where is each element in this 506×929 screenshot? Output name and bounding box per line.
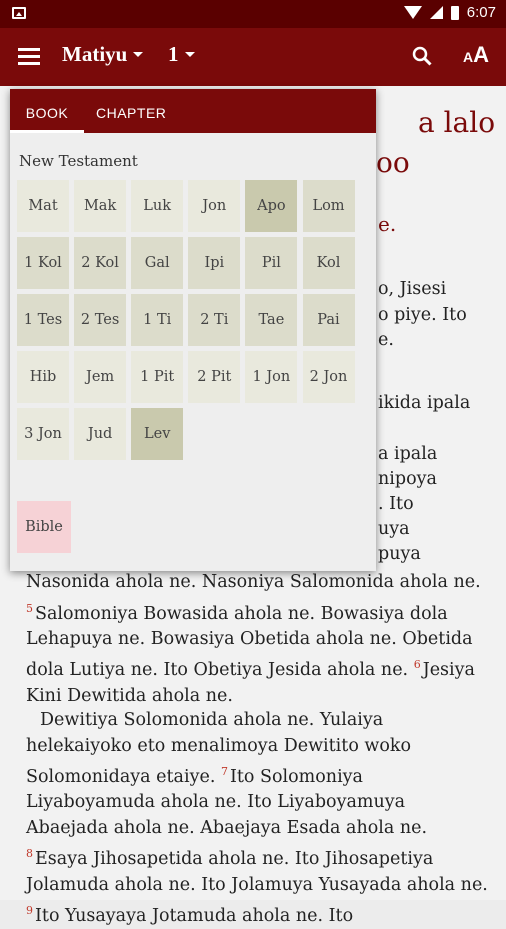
verse-text-fragment: uya	[378, 519, 410, 539]
chapter-title-line1: a lalo	[418, 106, 496, 139]
book-cell[interactable]: 1 Pit	[131, 351, 183, 403]
verse-text-fragment: e.	[378, 330, 394, 350]
book-cell[interactable]: 2 Pit	[188, 351, 240, 403]
search-icon[interactable]	[412, 46, 432, 66]
verse-text-fragment: o, Jisesi	[378, 279, 447, 299]
book-cell[interactable]: Tae	[245, 294, 297, 346]
book-name: Matiyu	[62, 42, 128, 66]
book-cell[interactable]: Jem	[74, 351, 126, 403]
book-cell[interactable]: Ipi	[188, 237, 240, 289]
image-notification-icon	[12, 7, 26, 19]
book-cell[interactable]: Gal	[131, 237, 183, 289]
chapter-title-line2: oo	[376, 146, 410, 179]
app-bar	[0, 28, 506, 86]
book-cell[interactable]: 2 Jon	[303, 351, 355, 403]
book-cell[interactable]: 1 Ti	[131, 294, 183, 346]
book-cell[interactable]: Mak	[74, 180, 126, 232]
verse-number: 6	[413, 658, 421, 672]
verse-number: 8	[26, 847, 33, 861]
book-cell[interactable]: 2 Ti	[188, 294, 240, 346]
verse-text-fragment: o piye. Ito	[378, 305, 467, 325]
verse-paragraph: Dewitiya Solomonida ahola ne. Yulaiya helekaiyoko eto menalimoya Dewitito woko Solomonidaya etaiye. $^7$ Ito Solomoniya Liyaboyamuda ahola ne. Ito Liyaboyamuya Abaejada ahola ne. Abaejaya Esada ahola ne. $^8$ Esaya Jihosapetida ahola ne. Ito Jihosapetiya Jolamuda ahola ne. Ito Jolamuya Yusayada ahola ne. $^9$ Ito Yusayaya Jotamuda ahola ne. Ito	[26, 710, 488, 926]
hamburger-menu-icon[interactable]	[18, 48, 40, 66]
verse-text-fragment: ikida ipala	[378, 393, 471, 413]
text-size-icon[interactable]: AA	[463, 42, 490, 67]
book-cell[interactable]: Jon	[188, 180, 240, 232]
verse-number: 7	[220, 765, 228, 778]
chapter-number: 1	[168, 42, 179, 66]
book-cell[interactable]: Apo	[245, 180, 297, 232]
book-chapter-picker	[10, 89, 376, 571]
clock: 6:07	[466, 4, 496, 21]
book-cell[interactable]: Jud	[74, 408, 126, 460]
book-cell[interactable]: Hib	[17, 351, 69, 403]
signal-icon	[430, 6, 443, 19]
status-bar	[0, 0, 506, 28]
book-cell[interactable]: 1 Kol	[17, 237, 69, 289]
verse-text-fragment: . Ito	[378, 494, 414, 514]
book-cell[interactable]: 1 Tes	[17, 294, 69, 346]
book-cell[interactable]: Pai	[303, 294, 355, 346]
book-cell[interactable]: Lev	[131, 408, 183, 460]
testament-heading: New Testament	[19, 152, 138, 170]
tab-book[interactable]: BOOK	[10, 89, 84, 133]
book-cell[interactable]: 3 Jon	[17, 408, 69, 460]
wifi-icon	[404, 6, 422, 19]
battery-icon	[451, 6, 459, 20]
tab-chapter[interactable]: CHAPTER	[96, 105, 167, 121]
verse-number: 9	[26, 904, 33, 918]
book-cell[interactable]: 2 Kol	[74, 237, 126, 289]
book-cell[interactable]: Pil	[245, 237, 297, 289]
book-selector[interactable]	[62, 42, 143, 67]
book-cell[interactable]: Mat	[17, 180, 69, 232]
book-cell[interactable]: Lom	[303, 180, 355, 232]
book-cell[interactable]: 1 Jon	[245, 351, 297, 403]
book-cell[interactable]: Kol	[303, 237, 355, 289]
chevron-down-icon	[185, 52, 195, 57]
verse-text-fragment: nipoya	[378, 469, 437, 489]
verse-paragraph: Nasonida ahola ne. Nasoniya Salomonida ahola ne. $^5$ Salomoniya Bowasida ahola ne. Bowasiya dola Lehapuya ne. Bowasiya Obetida ahola ne. Obetida dola Lutiya ne. Ito Obetiya Jesida ahola ne. $^6$ Jesiya Kini Dewitida ahola ne.	[26, 572, 481, 706]
verse-number: 5	[26, 601, 33, 615]
chevron-down-icon	[133, 52, 143, 57]
book-cell[interactable]: Luk	[131, 180, 183, 232]
chapter-selector[interactable]	[168, 42, 195, 67]
picker-tabs	[10, 89, 376, 133]
section-reference: e.	[378, 212, 397, 236]
verse-text-fragment: puya	[378, 544, 421, 564]
bible-button[interactable]: Bible	[17, 501, 71, 553]
verse-text-fragment: a ipala	[378, 444, 438, 464]
book-cell[interactable]: 2 Tes	[74, 294, 126, 346]
